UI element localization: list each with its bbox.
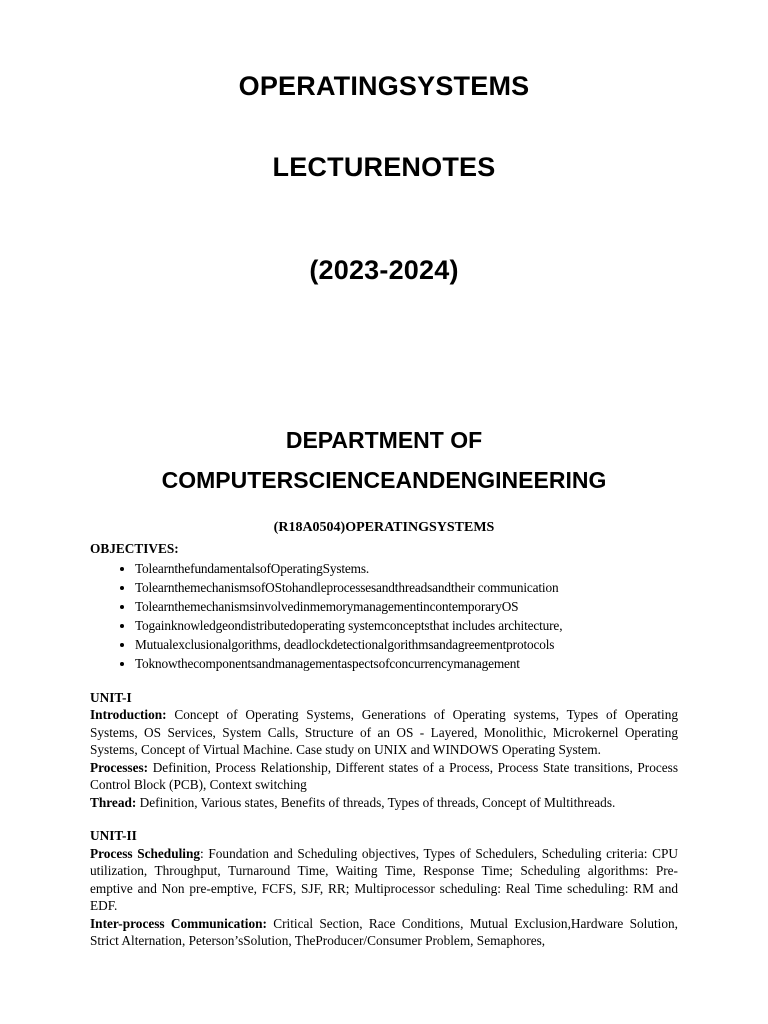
processes-text: Definition, Process Relationship, Different states of a Process, Process State transitions, Process Control Block (PCB), Context switching <box>90 759 678 792</box>
objective-item: • TolearnthemechanismsofOStohandleprocessesandthreadsandtheir communication <box>135 578 678 597</box>
unit-2-ipc <box>90 915 678 950</box>
department-heading-line2: COMPUTERSCIENCEANDENGINEERING <box>161 467 607 493</box>
ipc-label: Inter-process Communication: <box>90 915 267 931</box>
unit-1-introduction <box>90 706 678 759</box>
unit-1-thread <box>90 794 678 812</box>
objectives-heading: OBJECTIVES: <box>90 541 179 556</box>
unit-2-heading: UNIT-II <box>90 828 137 843</box>
process-scheduling-label: Process Scheduling <box>90 845 201 861</box>
introduction-label: Introduction: <box>90 707 167 722</box>
objective-item: • TolearnthefundamentalsofOperatingSystems. <box>135 559 678 578</box>
objective-item: • Mutualexclusionalgorithms, deadlockdetectionalgorithmsandagreementprotocols <box>135 635 678 654</box>
academic-year: (2023-2024) <box>309 255 459 285</box>
unit-1-heading: UNIT-I <box>90 689 132 705</box>
document-subtitle: LECTURENOTES <box>272 152 496 182</box>
processes-label: Processes: <box>90 759 149 775</box>
objectives-list <box>90 559 678 673</box>
unit-2-process-scheduling <box>90 845 678 915</box>
course-code-title: (R18A0504)OPERATINGSYSTEMS <box>273 520 495 535</box>
objective-item: • Togainknowledgeondistributedoperating systemconceptsthat includes architecture, <box>135 616 678 635</box>
objective-item: • TolearnthemechanismsinvolvedinmemorymanagementincontemporaryOS <box>135 597 678 616</box>
introduction-text: Concept of Operating Systems, Generations of Operating systems, Types of Operating Systems, OS Services, System Calls, Structure of an OS - Layered, Monolithic, Microkernel Operating Systems, Concept of Virtual Machine. Case study on UNIX and WINDOWS Operating System. <box>90 707 678 757</box>
thread-label: Thread: <box>90 794 137 810</box>
syllabus-content <box>90 540 678 950</box>
process-scheduling-text: : Foundation and Scheduling objectives, Types of Schedulers, Scheduling criteria: CPU utilization, Throughput, Turnaround Time, Waiting Time, Response Time; Scheduling algorithms: Pre-emptive and Non pre-emptive, FCFS, SJF, RR; Multiprocessor scheduling: Real Time scheduling: RM and EDF. <box>90 845 678 913</box>
objective-item: • Toknowthecomponentsandmanagementaspectsofconcurrencymanagement <box>135 654 678 673</box>
ipc-text: Critical Section, Race Conditions, Mutual Exclusion,Hardware Solution, Strict Alternation, Peterson’sSolution, TheProducer/Consumer Problem, Semaphores, <box>90 915 678 948</box>
thread-text: Definition, Various states, Benefits of threads, Types of threads, Concept of Multithreads. <box>136 794 616 810</box>
unit-1-processes <box>90 759 678 794</box>
document-title: OPERATINGSYSTEMS <box>238 71 530 101</box>
department-heading-line1: DEPARTMENT OF <box>285 427 483 453</box>
